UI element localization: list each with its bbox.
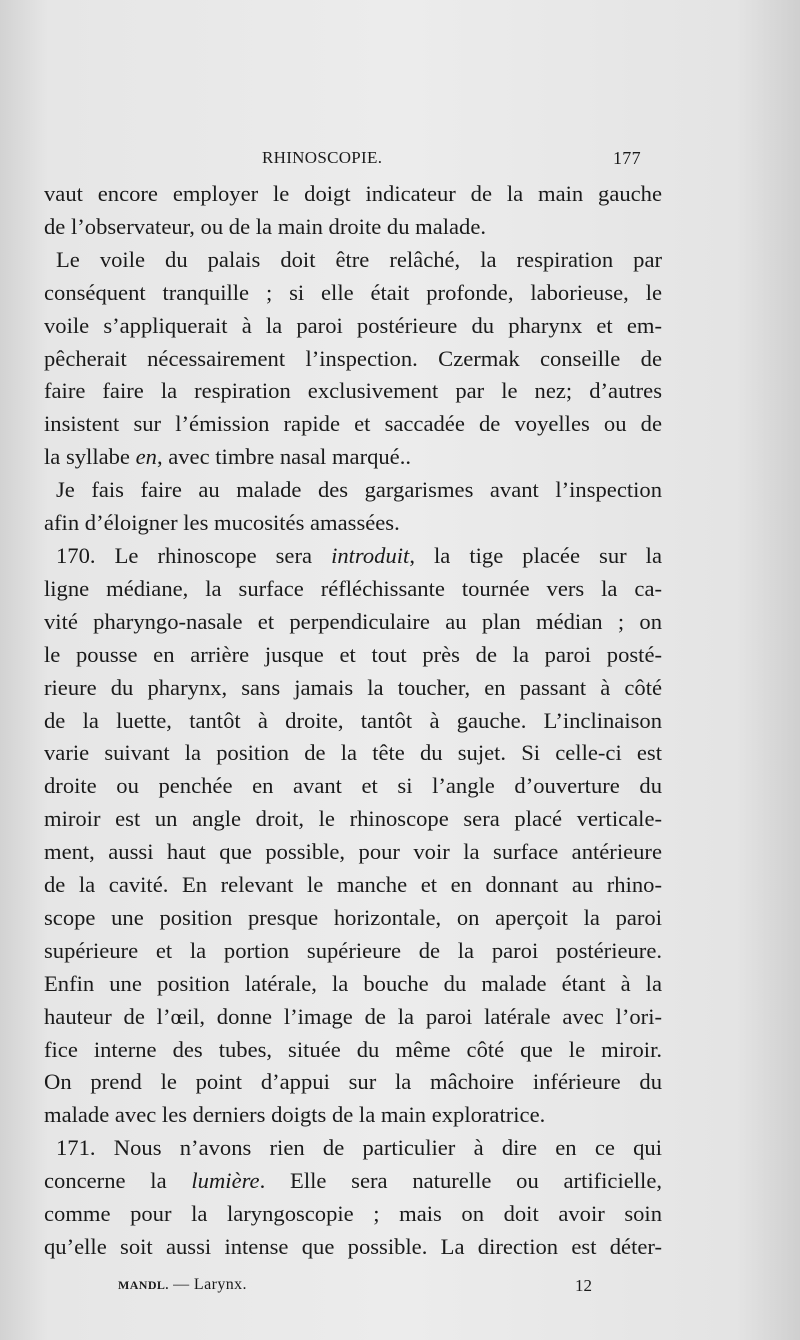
text-line: conséquent tranquille ; si elle était profonde, laborieuse, le — [44, 279, 662, 305]
text-line: de l’observateur, ou de la main droite du malade. — [44, 213, 487, 239]
text-line: pêcherait nécessairement l’inspection. Czermak conseille de — [44, 345, 662, 371]
paragraph-170 — [44, 540, 662, 1132]
printer-signature — [118, 1276, 247, 1294]
text-line — [44, 1132, 662, 1165]
text-run: , la tige placée sur la — [409, 542, 662, 568]
paragraph-171 — [44, 1132, 662, 1264]
italic-word: lumière — [191, 1168, 260, 1194]
text-line: Je fais faire au malade des gargarismes avant l’inspection — [56, 477, 662, 503]
sheet-number: 12 — [575, 1276, 592, 1295]
italic-word: introduit — [331, 542, 410, 568]
text-line: ligne médiane, la surface réfléchissante tournée vers la ca- — [44, 575, 662, 601]
signature-title: — Larynx. — [168, 1276, 247, 1293]
text-line: comme pour la laryngoscopie ; mais on doit avoir soin — [44, 1201, 662, 1227]
text-line: insistent sur l’émission rapide et saccadée de voyelles ou de — [44, 411, 662, 437]
text-line — [44, 540, 662, 573]
text-line: droite ou penchée en avant et si l’angle d’ouverture du — [44, 773, 662, 799]
text-line: afin d’éloigner les mucosités amassées. — [44, 510, 400, 536]
text-line: rieure du pharynx, sans jamais la toucher, en passant à côté — [44, 674, 662, 700]
page-footer — [0, 1276, 800, 1300]
text-run: 171. Nous n’avons rien de particulier à dire en ce qui — [56, 1135, 662, 1161]
text-run: la syllabe — [44, 444, 136, 470]
paragraph-gargle — [44, 474, 662, 540]
running-title: RHINOSCOPIE. — [262, 148, 383, 167]
text-line: qu’elle soit aussi intense que possible. La direction est déter- — [44, 1234, 662, 1259]
text-line: faire faire la respiration exclusivement par le nez; d’autres — [44, 378, 662, 404]
text-line: vaut encore employer le doigt indicateur de la main gauche — [44, 181, 662, 206]
text-line: hauteur de l’œil, donne l’image de la paroi latérale avec l’ori- — [44, 1003, 662, 1029]
text-line: de la cavité. En relevant le manche et en donnant au rhino- — [44, 872, 662, 898]
italic-word: en — [135, 444, 157, 470]
page-number: 177 — [613, 148, 641, 168]
signature-author: MANDL. — [118, 1278, 169, 1292]
text-line — [44, 1165, 662, 1198]
text-line — [44, 441, 662, 474]
text-line: supérieure et la portion supérieure de la paroi postérieure. — [44, 937, 662, 963]
running-header — [0, 148, 800, 172]
text-line: fice interne des tubes, située du même côté que le miroir. — [44, 1036, 662, 1062]
text-run: , avec timbre nasal marqué.. — [156, 444, 412, 470]
text-line: miroir est un angle droit, le rhinoscope sera placé verticale- — [44, 806, 662, 832]
paragraph-soft-palate — [44, 244, 662, 474]
paragraph-continuation — [44, 178, 662, 244]
text-line: ment, aussi haut que possible, pour voir la surface antérieure — [44, 839, 662, 865]
text-line: voile s’appliquerait à la paroi postérieure du pharynx et em- — [44, 312, 662, 338]
text-run: concerne la — [44, 1168, 192, 1194]
text-run: 170. Le rhinoscope sera — [56, 542, 332, 568]
text-line: varie suivant la position de la tête du sujet. Si celle-ci est — [44, 740, 662, 766]
text-line: le pousse en arrière jusque et tout près de la paroi posté- — [44, 641, 662, 667]
text-line: Enfin une position latérale, la bouche du malade étant à la — [44, 970, 662, 996]
text-line: scope une position presque horizontale, on aperçoit la paroi — [44, 904, 662, 930]
text-line: Le voile du palais doit être relâché, la respiration par — [56, 246, 662, 272]
text-line: malade avec les derniers doigts de la main exploratrice. — [44, 1102, 546, 1128]
text-line: de la luette, tantôt à droite, tantôt à gauche. L’inclinaison — [44, 707, 662, 733]
text-run: . Elle sera naturelle ou artificielle, — [259, 1168, 662, 1194]
text-line: On prend le point d’appui sur la mâchoire inférieure du — [44, 1069, 662, 1095]
body-text — [44, 178, 662, 1264]
text-line: vité pharyngo-nasale et perpendiculaire au plan médian ; on — [44, 608, 662, 634]
